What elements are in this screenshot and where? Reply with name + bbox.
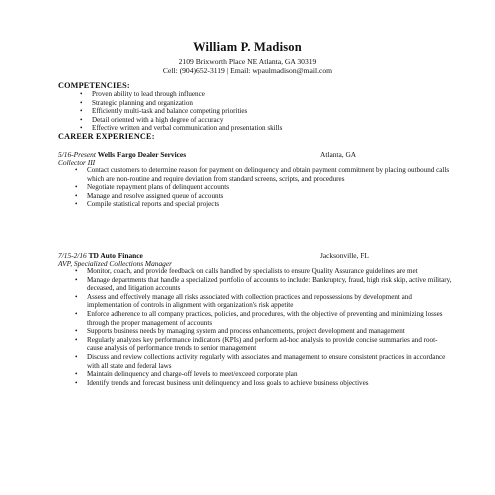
job-location: Atlanta, GA — [320, 150, 357, 159]
list-item: • Manage and resolve assigned queue of accounts — [73, 192, 453, 201]
list-item: • Contact customers to determine reason for payment on delinquency and obtain payment commitment by placing outbound calls which are non-routine and require deviation from standard screens, scripts, and procedures — [73, 166, 453, 183]
list-item: • Strategic planning and organization — [78, 99, 438, 108]
job-duties-list — [73, 267, 453, 387]
list-item: • Enforce adherence to all company practices, policies, and procedures, with the objective of preventing and minimizing losses through the proper management of accounts — [73, 310, 453, 327]
job-dates: 7/15-2/16 — [58, 251, 87, 260]
contact-line: Cell: (904)652-3119 | Email: wpaulmadison@mail.com — [162, 66, 333, 75]
list-item: • Maintain delinquency and charge-off levels to meet/exceed corporate plan — [73, 370, 453, 379]
list-item: • Regularly analyzes key performance indicators (KPIs) and perform ad-hoc analysis to provide concise summaries and root-cause analysis of performance trends to senior management — [73, 336, 453, 353]
list-item: • Detail oriented with a high degree of accuracy — [78, 116, 438, 125]
list-item: • Effective written and verbal communication and presentation skills — [78, 124, 438, 133]
candidate-name: William P. Madison — [193, 40, 302, 54]
contact-block — [0, 57, 495, 75]
job-company: Wells Fargo Dealer Services — [97, 150, 187, 159]
competencies-list — [78, 90, 438, 133]
list-item: • Negotiate repayment plans of delinquent accounts — [73, 183, 453, 192]
list-item: • Supports business needs by managing system and process enhancements, project development and management — [73, 327, 453, 336]
job-title: Collector III — [58, 158, 96, 167]
competencies-heading: COMPETENCIES: — [58, 81, 130, 90]
job-dates: 5/16-Present — [58, 150, 96, 159]
job-location: Jacksonville, FL — [320, 251, 369, 260]
career-heading: CAREER EXPERIENCE: — [58, 132, 155, 141]
list-item: • Manage departments that handle a specialized portfolio of accounts to include: Bankruptcy, fraud, high risk skip, active military, deceased, and litigation accounts — [73, 276, 453, 293]
list-item: • Compile statistical reports and special projects — [73, 200, 453, 209]
list-item: • Monitor, coach, and provide feedback on calls handled by specialists to ensure Quality Assurance guidelines are met — [73, 267, 453, 276]
list-item: • Proven ability to lead through influence — [78, 90, 438, 99]
list-item: • Identify trends and forecast business unit delinquency and loss goals to achieve business objectives — [73, 379, 453, 388]
job-title: AVP, Specialized Collections Manager — [58, 259, 173, 268]
job-company: TD Auto Finance — [88, 251, 143, 260]
job-header — [58, 150, 448, 159]
list-item: • Discuss and review collections activity regularly with associates and management to ensure consistent practices in accordance with all state and federal laws — [73, 353, 453, 370]
address-line: 2109 Brixworth Place NE Atlanta, GA 30319 — [178, 57, 317, 66]
list-item: • Efficiently multi-task and balance competing priorities — [78, 107, 438, 116]
list-item: • Assess and effectively manage all risks associated with collection practices and repossessions by development and implementation of controls in alignment with organization's risk appetite — [73, 293, 453, 310]
job-duties-list — [73, 166, 453, 209]
